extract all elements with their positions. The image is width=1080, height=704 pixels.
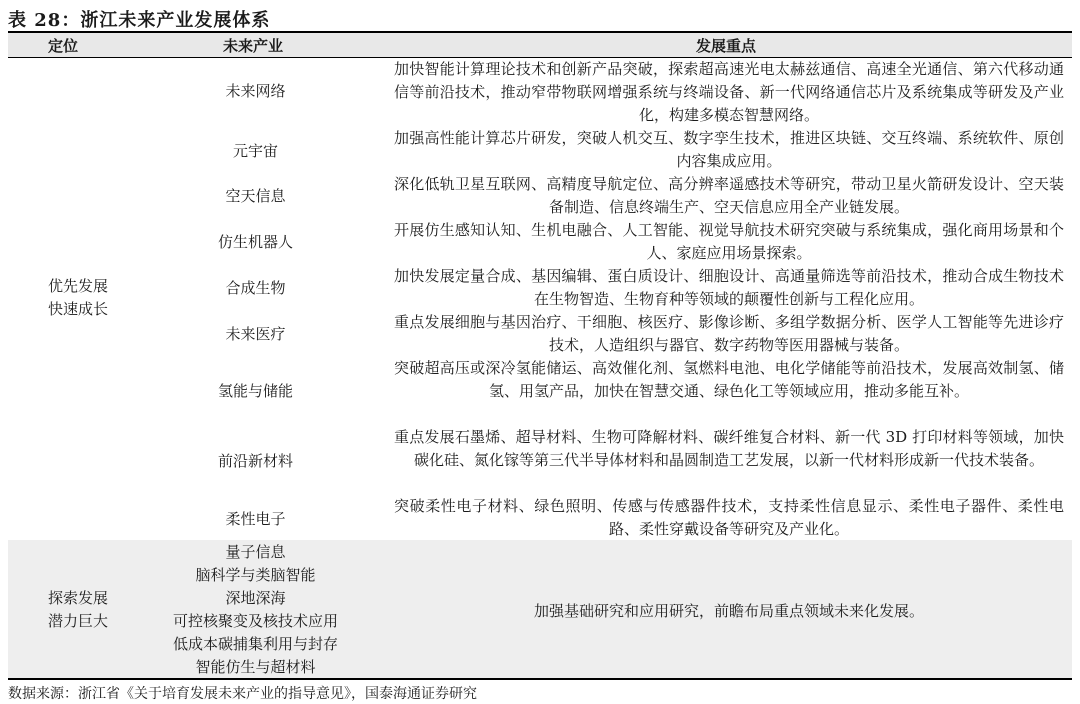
explore-industry-list (148, 541, 363, 679)
header-focus: 发展重点 (696, 37, 757, 55)
focus-explore: 加强基础研究和应用研究，前瞻布局重点领域未来化发展。 (533, 602, 924, 620)
focus-synthetic-bio: 加快发展定量合成、基因编辑、蛋白质设计、细胞设计、高通量筛选等前沿技术，推动合成生物技术在生物智造、生物育种等领域的颠覆性创新与工程化应用。 (394, 267, 1064, 308)
industry-quantum-info: 量子信息 (225, 543, 286, 561)
focus-metaverse: 加强高性能计算芯片研发，突破人机交互、数字孪生技术，推进区块链、交互终端、系统软件、原创内容集成应用。 (394, 129, 1064, 170)
industry-synthetic-bio: 合成生物 (225, 279, 286, 297)
industry-metaverse: 元宇宙 (232, 142, 278, 160)
table-header (8, 33, 1072, 57)
industry-future-network: 未来网络 (225, 82, 286, 100)
industry-future-medical: 未来医疗 (225, 325, 286, 343)
table-bottom-rule (8, 678, 1072, 680)
focus-new-materials: 重点发展石墨烯、超导材料、生物可降解材料、碳纤维复合材料、新一代 3D 打印材料等领域，加快碳化硅、氮化镓等第三代半导体材料和晶圆制造工艺发展，以新一代材料形成新一代技术装备。 (394, 428, 1064, 469)
focus-future-network: 加快智能计算理论技术和创新产品突破，探索超高速光电太赫兹通信、高速全光通信、第六代移动通信等前沿技术，推动窄带物联网增强系统与终端设备、新一代网络通信芯片及系统集成等研发及产业化，构建多模态智慧网络。 (394, 60, 1064, 124)
industry-deep-earth-sea: 深地深海 (225, 589, 286, 607)
position-priority: 优先发展 快速成长 (47, 277, 108, 318)
header-position: 定位 (48, 37, 79, 55)
position-explore: 探索发展 潜力巨大 (47, 589, 108, 630)
focus-aerospace-info: 深化低轨卫星互联网、高精度导航定位、高分辨率遥感技术等研究，带动卫星火箭研发设计、空天装备制造、信息终端生产、空天信息应用全产业链发展。 (394, 175, 1064, 216)
focus-bionic-robot: 开展仿生感知认知、生机电融合、人工智能、视觉导航技术研究突破与系统集成，强化商用场景和个人、家庭应用场景探索。 (394, 221, 1064, 262)
table-title: 表 28：浙江未来产业发展体系 (8, 10, 271, 31)
focus-hydrogen-storage: 突破超高压或深冷氢能储运、高效催化剂、氢燃料电池、电化学储能等前沿技术，发展高效制氢、储氢、用氢产品，加快在智慧交通、绿色化工等领域应用，推动多能互补。 (394, 359, 1064, 400)
industry-nuclear-fusion: 可控核聚变及核技术应用 (172, 612, 338, 630)
industry-flexible-electronics: 柔性电子 (225, 510, 286, 528)
industry-carbon-capture: 低成本碳捕集利用与封存 (172, 635, 338, 653)
industry-bionic-metamaterial: 智能仿生与超材料 (195, 658, 316, 676)
industry-brain-science: 脑科学与类脑智能 (195, 566, 316, 584)
industry-new-materials: 前沿新材料 (217, 452, 293, 470)
header-industry: 未来产业 (223, 37, 284, 55)
industry-bionic-robot: 仿生机器人 (217, 233, 293, 251)
data-source: 数据来源：浙江省《关于培育发展未来产业的指导意见》，国泰海通证券研究 (8, 686, 477, 702)
industry-hydrogen-storage: 氢能与储能 (217, 382, 293, 400)
focus-flexible-electronics: 突破柔性电子材料、绿色照明、传感与传感器件技术，支持柔性信息显示、柔性电子器件、柔性电路、柔性穿戴设备等研究及产业化。 (394, 497, 1064, 538)
focus-future-medical: 重点发展细胞与基因治疗、干细胞、核医疗、影像诊断、多组学数据分析、医学人工智能等先进诊疗技术，人造组织与器官、数字药物等医用器械与装备。 (394, 313, 1064, 354)
industry-aerospace-info: 空天信息 (225, 187, 286, 205)
